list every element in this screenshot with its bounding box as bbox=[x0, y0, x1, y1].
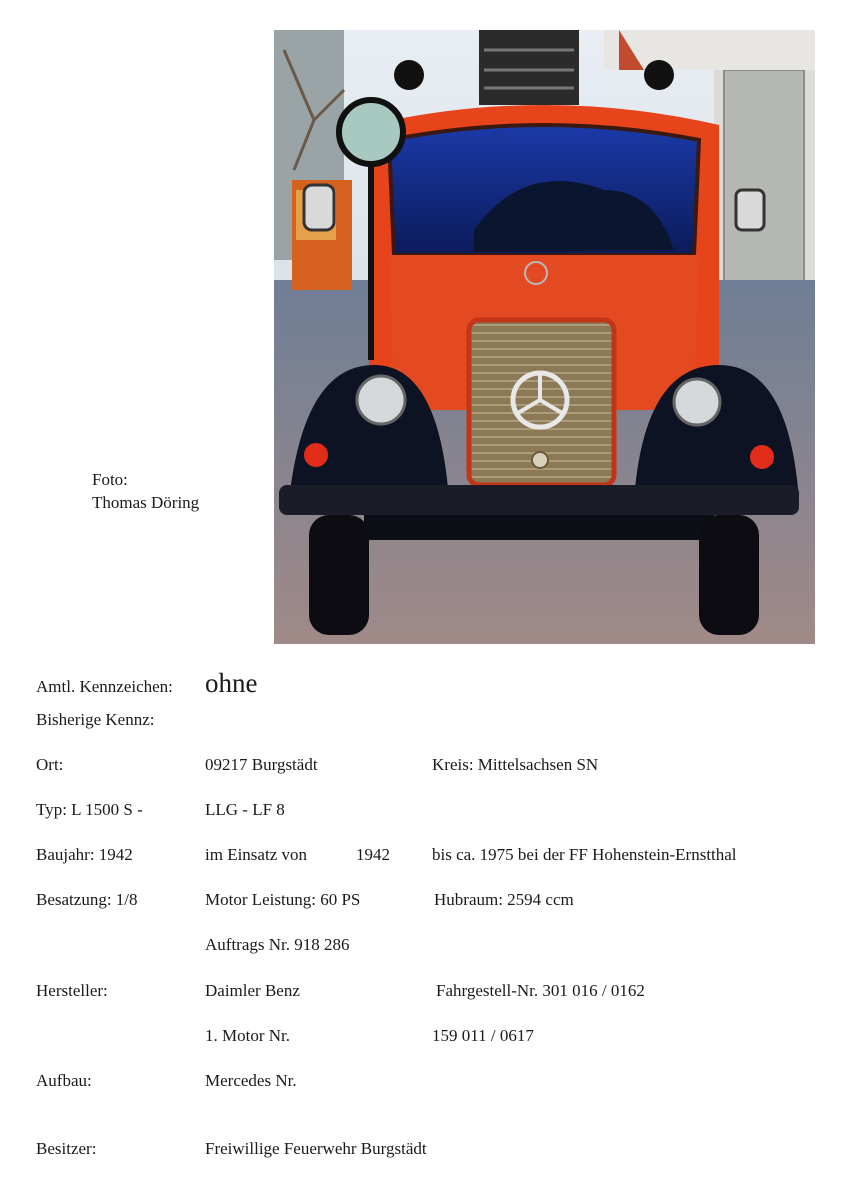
fire-truck-illustration bbox=[274, 30, 815, 644]
photo-credit-name: Thomas Döring bbox=[92, 493, 200, 512]
einsatz-until: bis ca. 1975 bei der FF Hohenstein-Ernstthal bbox=[432, 845, 737, 864]
besitzer-value: Freiwillige Feuerwehr Burgstädt bbox=[205, 1139, 427, 1158]
hubraum: Hubraum: 2594 ccm bbox=[434, 890, 574, 909]
ort-label: Ort: bbox=[36, 755, 64, 774]
hersteller-value: Daimler Benz bbox=[205, 981, 300, 1000]
motor-nr-label: 1. Motor Nr. bbox=[205, 1026, 290, 1045]
ort-value: 09217 Burgstädt bbox=[205, 755, 318, 774]
einsatz-label: im Einsatz von bbox=[205, 845, 307, 864]
besitzer-label: Besitzer: bbox=[36, 1139, 97, 1158]
typ-label: Typ: L 1500 S - bbox=[36, 800, 143, 819]
aufbau-label: Aufbau: bbox=[36, 1071, 92, 1090]
hersteller-label: Hersteller: bbox=[36, 981, 108, 1000]
motor-leistung: Motor Leistung: 60 PS bbox=[205, 890, 361, 909]
baujahr-label: Baujahr: 1942 bbox=[36, 845, 133, 864]
kreis-value: Kreis: Mittelsachsen SN bbox=[432, 755, 599, 774]
aufbau-value: Mercedes Nr. bbox=[205, 1071, 297, 1090]
motor-nr-value: 159 011 / 0617 bbox=[432, 1026, 534, 1045]
photo-credit-label: Foto: bbox=[92, 470, 128, 489]
einsatz-year: 1942 bbox=[356, 845, 390, 864]
besatzung-label: Besatzung: 1/8 bbox=[36, 890, 138, 909]
bisherige-kennz-label: Bisherige Kennz: bbox=[36, 710, 155, 729]
kennzeichen-value: ohne bbox=[205, 668, 258, 698]
fahrgestell-nr: Fahrgestell-Nr. 301 016 / 0162 bbox=[436, 981, 645, 1000]
typ-value: LLG - LF 8 bbox=[205, 800, 285, 819]
vehicle-photo bbox=[274, 30, 815, 644]
auftrags-nr: Auftrags Nr. 918 286 bbox=[205, 935, 350, 954]
kennzeichen-label: Amtl. Kennzeichen: bbox=[36, 677, 173, 696]
